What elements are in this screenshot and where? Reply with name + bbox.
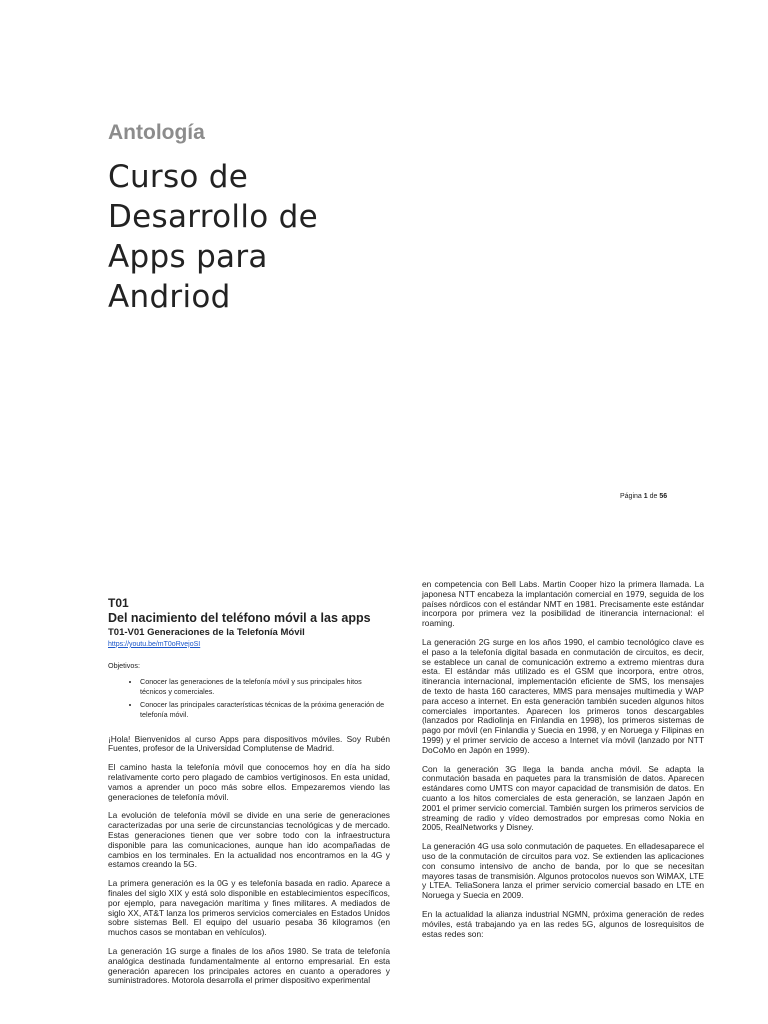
unit-code: T01 bbox=[108, 596, 129, 610]
unit-heading: Del nacimiento del teléfono móvil a las apps bbox=[108, 610, 371, 625]
video-link[interactable]: https://youtu.be/mT0oRvejoSI bbox=[108, 640, 201, 648]
right-column bbox=[422, 580, 704, 948]
paragraph: La primera generación es la 0G y es telefonía basada en radio. Aparece a finales del siglo XIX y está solo disponible en establecimientos específicos, por ejemplo, para navegación marítima y fines militares. A mediados de siglo XX, AT&T lanza los primeros servicios comerciales en Estados Unidos sobre sistemas Bell. El equipo del usuario pesaba 36 kilogramos (en muchos casos se montaban en vehículos). bbox=[108, 878, 390, 938]
paragraph: La generación 2G surge en los años 1990, el cambio tecnológico clave es el paso a la telefonía digital basada en conmutación de circuitos, es decir, se establece un canal de comunicación extremo a extremo mientras dura esta. El estándar más utilizado es el GSM que incorpora, entre otros, itinerancia internacional, implementación eficiente de SMS, los mensajes de texto de hasta 160 caracteres, MMS para mensajes multimedia y WAP para acceso a internet. En esta generación también suceden algunos hitos comerciales importantes. Aparecen los primeros tonos descargables (lanzados por Radiolinja en Finlandia en 1998), los primeros sistemas de pago por móvil (en Finlandia y Suecia en 1998, y en Noruega y Filipinas en 1999) y el primer servicio de acceso a Internet vía móvil (lanzado por NTT DoCoMo en Japón en 1999). bbox=[422, 636, 704, 755]
paragraph: El camino hasta la telefonía móvil que conocemos hoy en día ha sido relativamente corto pero plagado de cambios vertiginosos. En esta unidad, vamos a aprender un poco más sobre ellos. Empezaremos viendo las generaciones de telefonía móvil. bbox=[108, 762, 390, 802]
objectives-list bbox=[108, 677, 390, 721]
page-number bbox=[620, 493, 667, 500]
left-column bbox=[108, 580, 390, 995]
paragraph: En la actualidad la alianza industrial NGMN, próxima generación de redes móviles, está trabajando ya en las redes 5G, algunos de losrequisitos de estas redes son: bbox=[422, 908, 704, 939]
paragraph: La generación 1G surge a finales de los años 1980. Se trata de telefonía analógica destinada fundamentalmente al entorno empresarial. En esta generación aparecen los principales actores en cuanto a operadores y suministradores. Motorola desarrolla el primer dispositivo experimental bbox=[108, 945, 390, 986]
objectives-label: Objetivos: bbox=[108, 660, 140, 670]
list-item: • Conocer las principales características técnicas de la próxima generación de telefonía móvil. bbox=[140, 700, 390, 721]
page-separator bbox=[0, 540, 768, 580]
video-heading: T01-V01 Generaciones de la Telefonía Móvil bbox=[108, 626, 305, 638]
paragraph: ¡Hola! Bienvenidos al curso Apps para dispositivos móviles. Soy Rubén Fuentes, profesor de la Universidad Complutense de Madrid. bbox=[108, 733, 390, 754]
document-subtitle: Antología bbox=[108, 121, 205, 144]
paragraph: Con la generación 3G llega la banda ancha móvil. Se adapta la conmutación basada en paquetes para la transmisión de datos. Aparecen estándares como UMTS con mayor capacidad de transmisión de datos. En cuanto a los hitos comerciales de esta generación, se lanzaen Japón en 2001 el primer servicio comercial. También surgen los primeros servicios de streaming de radio y vídeo demostrados por empresas como Nokia en 2005, RealNetworks y Disney. bbox=[422, 763, 704, 833]
title-line: Andriod bbox=[108, 279, 231, 315]
title-line: Desarrollo de bbox=[108, 199, 319, 235]
paragraph: La generación 4G usa solo conmutación de paquetes. En elladesaparece el uso de la conmutación de circuitos para voz. Se extienden las aplicaciones con consumo intensivo de ancho de banda, por lo que se necesitan mayores tasas de transmisión. Algunos protocolos nuevos son WiMAX, LTE y LTEA. TeliaSonera lanza el primer servicio comercial basado en LTE en Noruega y Suecia en 2009. bbox=[422, 841, 704, 901]
page-label: Página bbox=[620, 493, 642, 500]
paragraph: La evolución de telefonía móvil se divide en una serie de generaciones caracterizadas por una serie de circunstancias tecnológicas y de mercado. Estas generaciones tienen que ver sobre todo con la infraestructura disponible para las comunicaciones, aunque han ido acompañadas de cambios en los terminales. En la actualidad nos encontramos en la 4G y estamos creando la 5G. bbox=[108, 810, 390, 870]
page-of: de bbox=[649, 493, 658, 500]
document-title bbox=[108, 157, 408, 317]
list-item: • Conocer las generaciones de la telefonía móvil y sus principales hitos técnicos y comerciales. bbox=[140, 677, 390, 698]
content-page bbox=[0, 580, 768, 1024]
title-line: Apps para bbox=[108, 239, 268, 275]
title-line: Curso de bbox=[108, 159, 249, 195]
page-current: 1 bbox=[643, 493, 648, 500]
paragraph: en competencia con Bell Labs. Martin Cooper hizo la primera llamada. La japonesa NTT encabeza la implantación comercial en 1979, seguida de los países nórdicos con el estándar NMT en 1981. Precisamente este estándar incorpora por primera vez la posibilidad de itinerancia internacional: el roaming. bbox=[422, 579, 704, 629]
page-total: 56 bbox=[659, 493, 668, 500]
